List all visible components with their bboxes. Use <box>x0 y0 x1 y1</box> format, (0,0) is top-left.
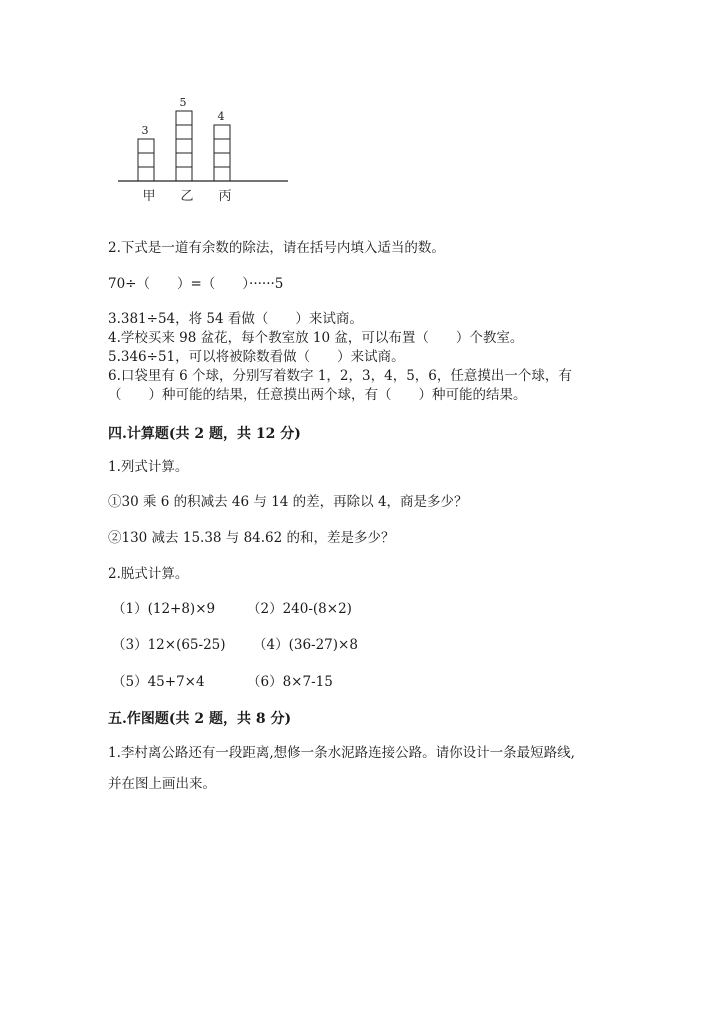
cube <box>176 153 192 167</box>
cube-stack-figure <box>0 0 720 215</box>
section-4-q1-part-b: ②130 减去 15.38 与 84.62 的和，差是多少？ <box>108 530 395 546</box>
expression-1: （1）(12+8)×9 <box>112 601 216 617</box>
cube <box>138 153 154 167</box>
expression-4: （4）(36-27)×8 <box>253 637 358 653</box>
expression-6: （6）8×7-15 <box>247 674 333 690</box>
question-5: 5.346÷51，可以将被除数看做（ ）来试商。 <box>108 349 405 365</box>
stack-name-label: 丙 <box>218 189 232 204</box>
cube <box>138 139 154 153</box>
cube <box>176 167 192 181</box>
cube <box>138 167 154 181</box>
section-4-q1-title: 1.列式计算。 <box>108 459 189 475</box>
stack-name-label: 乙 <box>180 189 194 204</box>
cube <box>176 125 192 139</box>
cube <box>214 167 230 181</box>
cube <box>176 139 192 153</box>
stack-count-label: 5 <box>179 96 187 109</box>
stack-count-label: 4 <box>217 110 225 123</box>
question-6-line-2: （ ）种可能的结果，任意摸出两个球，有（ ）种可能的结果。 <box>108 387 527 403</box>
section-4-q2-title: 2.脱式计算。 <box>108 566 189 582</box>
expression-5: （5）45+7×4 <box>112 674 205 690</box>
section-5-title: 五.作图题(共 2 题，共 8 分) <box>108 711 292 727</box>
question-6-line-1: 6.口袋里有 6 个球，分别写着数字 1，2，3，4，5，6，任意摸出一个球，有 <box>108 368 572 384</box>
expression-3: （3）12×(65-25) <box>112 637 226 653</box>
cube <box>214 125 230 139</box>
question-2-intro: 2.下式是一道有余数的除法，请在括号内填入适当的数。 <box>108 240 445 256</box>
stack-name-label: 甲 <box>142 189 156 204</box>
section-5-q1-line-1: 1.李村离公路还有一段距离,想修一条水泥路连接公路。请你设计一条最短路线, <box>108 745 575 761</box>
section-4-q1-part-a: ①30 乘 6 的积减去 46 与 14 的差，再除以 4，商是多少？ <box>108 494 468 510</box>
section-4-title: 四.计算题(共 2 题，共 12 分) <box>108 426 301 442</box>
cube <box>214 139 230 153</box>
section-5-q1-line-2: 并在图上画出来。 <box>108 776 216 792</box>
cube <box>176 111 192 125</box>
question-2-equation: 70÷（ ）=（ ）······5 <box>108 276 284 292</box>
question-3: 3.381÷54，将 54 看做（ ）来试商。 <box>108 311 363 327</box>
stack-count-label: 3 <box>141 124 149 137</box>
expression-2: （2）240-(8×2) <box>247 601 352 617</box>
cube <box>214 153 230 167</box>
question-4: 4.学校买来 98 盆花，每个教室放 10 盆，可以布置（ ）个教室。 <box>108 330 524 346</box>
